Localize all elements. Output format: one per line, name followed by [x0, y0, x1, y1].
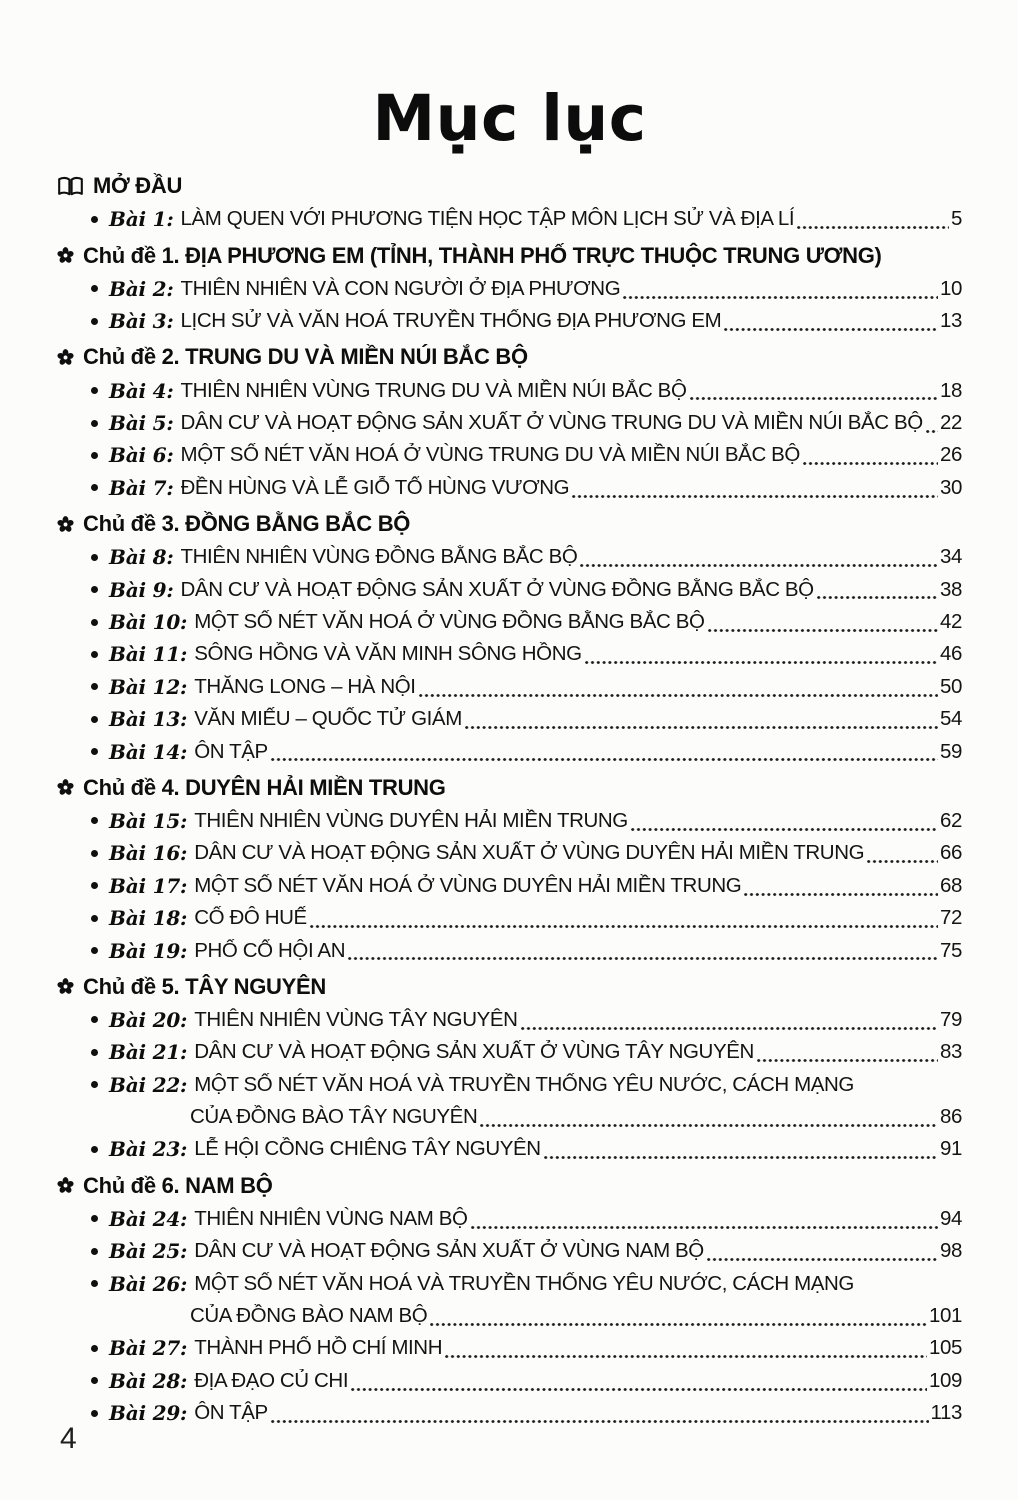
bullet-dot-icon — [91, 452, 98, 459]
section-heading-label: Chủ đề 6. NAM BỘ — [83, 1172, 273, 1198]
dot-leader — [542, 1133, 939, 1165]
dot-leader — [815, 573, 939, 605]
section-items — [57, 541, 962, 768]
page-title: Mục lục — [372, 82, 647, 155]
toc-entry — [57, 1332, 962, 1364]
lesson-title: THIÊN NHIÊN VÀ CON NGƯỜI Ở ĐỊA PHƯƠNG — [180, 276, 621, 300]
toc-entry — [57, 735, 962, 767]
toc-entry — [57, 805, 962, 837]
dot-leader — [478, 1101, 939, 1133]
lesson-page-number: 101 — [928, 1304, 962, 1328]
lesson-title: PHỐ CỔ HỘI AN — [194, 938, 346, 962]
lesson-label: Bài 11: — [109, 642, 188, 667]
lesson-title: LÀM QUEN VỚI PHƯƠNG TIỆN HỌC TẬP MÔN LỊCH SỬ VÀ ĐỊA LÍ — [180, 207, 795, 231]
lesson-page-number: 38 — [939, 577, 962, 601]
section-items — [57, 203, 962, 235]
bullet-dot-icon — [91, 1215, 98, 1222]
dot-leader — [621, 273, 939, 305]
lesson-page-number: 59 — [939, 739, 962, 763]
toc-section — [57, 169, 962, 235]
toc-section — [57, 507, 962, 768]
lesson-page-number: 68 — [939, 873, 962, 897]
toc-section — [57, 239, 962, 338]
section-heading-label: Chủ đề 1. ĐỊA PHƯƠNG EM (TỈNH, THÀNH PHỐ TRỰC THUỘC TRUNG ƯƠNG) — [83, 242, 882, 268]
bullet-dot-icon — [91, 1081, 98, 1088]
lesson-label: Bài 23: — [109, 1137, 188, 1162]
lesson-page-number: 62 — [939, 808, 962, 832]
bullet-dot-icon — [91, 748, 98, 755]
dot-leader — [706, 606, 939, 638]
toc-entry — [57, 837, 962, 869]
lesson-label: Bài 20: — [109, 1007, 188, 1032]
lesson-page-number: 105 — [928, 1336, 962, 1360]
dot-leader — [629, 805, 939, 837]
section-heading — [57, 771, 962, 805]
bullet-dot-icon — [91, 619, 98, 626]
lesson-title: THĂNG LONG – HÀ NỘI — [194, 674, 416, 698]
toc-entry — [57, 1365, 962, 1397]
section-heading — [57, 239, 962, 273]
lesson-page-number: 30 — [939, 475, 962, 499]
lesson-label: Bài 19: — [109, 938, 188, 963]
toc-section — [57, 340, 962, 504]
lesson-label: Bài 9: — [109, 577, 174, 602]
lesson-label: Bài 25: — [109, 1239, 188, 1264]
toc-section — [57, 970, 962, 1166]
lesson-label: Bài 13: — [109, 707, 188, 732]
lesson-title: THÀNH PHỐ HỒ CHÍ MINH — [194, 1336, 443, 1360]
dot-leader — [269, 1397, 930, 1429]
lesson-page-number: 34 — [939, 545, 962, 569]
lesson-page-number: 26 — [939, 443, 962, 467]
toc-entry — [57, 1133, 962, 1165]
flower-icon — [57, 516, 74, 533]
lesson-page-number: 22 — [939, 411, 962, 435]
lesson-page-number: 18 — [939, 378, 962, 402]
lesson-label: Bài 26: — [109, 1271, 188, 1296]
bullet-dot-icon — [91, 817, 98, 824]
lesson-label: Bài 8: — [109, 545, 174, 570]
lesson-title: ĐỀN HÙNG VÀ LỄ GIỖ TỔ HÙNG VƯƠNG — [180, 475, 570, 499]
dot-leader — [443, 1332, 928, 1364]
lesson-title: DÂN CƯ VÀ HOẠT ĐỘNG SẢN XUẤT Ở VÙNG ĐỒNG BẰNG BẮC BỘ — [180, 577, 814, 601]
dot-leader — [801, 439, 939, 471]
lesson-label: Bài 28: — [109, 1368, 188, 1393]
lesson-title: THIÊN NHIÊN VÙNG TRUNG DU VÀ MIỀN NÚI BẮC BỘ — [180, 378, 687, 402]
lesson-title: VĂN MIẾU – QUỐC TỬ GIÁM — [194, 707, 462, 731]
toc-entry — [57, 472, 962, 504]
bullet-dot-icon — [91, 683, 98, 690]
lesson-page-number: 86 — [939, 1105, 962, 1129]
lesson-title: ĐỊA ĐẠO CỦ CHI — [194, 1368, 349, 1392]
lesson-title: THIÊN NHIÊN VÙNG TÂY NGUYÊN — [194, 1007, 518, 1031]
bullet-dot-icon — [91, 947, 98, 954]
toc-entry — [57, 439, 962, 471]
lesson-page-number: 83 — [939, 1040, 962, 1064]
bullet-dot-icon — [91, 1345, 98, 1352]
dot-leader — [578, 541, 939, 573]
toc-entry — [57, 703, 962, 735]
toc-entry-continuation — [57, 1101, 962, 1133]
dot-leader — [428, 1300, 928, 1332]
lesson-title: LỊCH SỬ VÀ VĂN HOÁ TRUYỀN THỐNG ĐỊA PHƯƠNG EM — [180, 309, 722, 333]
flower-icon — [57, 247, 74, 264]
dot-leader — [417, 671, 939, 703]
dot-leader — [469, 1203, 939, 1235]
lesson-label: Bài 7: — [109, 475, 174, 500]
lesson-page-number: 98 — [939, 1239, 962, 1263]
flower-icon — [57, 779, 74, 796]
bullet-dot-icon — [91, 1016, 98, 1023]
dot-leader — [583, 638, 939, 670]
toc-entry — [57, 407, 962, 439]
lesson-page-number: 5 — [950, 207, 962, 231]
lesson-page-number: 42 — [939, 610, 962, 633]
toc-entry — [57, 671, 962, 703]
toc-entry — [57, 1235, 962, 1267]
lesson-title: SÔNG HỒNG VÀ VĂN MINH SÔNG HỒNG — [194, 642, 582, 666]
lesson-title-continuation: CỦA ĐỒNG BÀO TÂY NGUYÊN — [190, 1105, 478, 1129]
bullet-dot-icon — [91, 850, 98, 857]
section-heading-label: Chủ đề 4. DUYÊN HẢI MIỀN TRUNG — [83, 774, 446, 800]
dot-leader — [865, 837, 939, 869]
lesson-title: DÂN CƯ VÀ HOẠT ĐỘNG SẢN XUẤT Ở VÙNG NAM BỘ — [194, 1239, 704, 1263]
bullet-dot-icon — [91, 882, 98, 889]
lesson-title: ÔN TẬP — [194, 1401, 268, 1425]
section-heading-label: Chủ đề 5. TÂY NGUYÊN — [83, 973, 326, 999]
lesson-title: CỐ ĐÔ HUẾ — [194, 906, 307, 930]
toc-section — [57, 1169, 962, 1430]
lesson-label: Bài 5: — [109, 411, 174, 436]
section-heading — [57, 340, 962, 374]
lesson-title: MỘT SỐ NÉT VĂN HOÁ VÀ TRUYỀN THỐNG YÊU NƯỚC, CÁCH MẠNG — [194, 1072, 854, 1096]
lesson-title: MỘT SỐ NÉT VĂN HOÁ VÀ TRUYỀN THỐNG YÊU NƯỚC, CÁCH MẠNG — [194, 1271, 854, 1295]
section-heading-label: Chủ đề 3. ĐỒNG BẰNG BẮC BỘ — [83, 511, 411, 537]
lesson-label: Bài 3: — [109, 309, 174, 334]
lesson-title-continuation: CỦA ĐỒNG BÀO NAM BỘ — [190, 1304, 428, 1328]
lesson-title: LỄ HỘI CỒNG CHIÊNG TÂY NGUYÊN — [194, 1137, 541, 1161]
lesson-label: Bài 18: — [109, 906, 188, 931]
toc-section — [57, 771, 962, 967]
lesson-page-number: 66 — [939, 841, 962, 865]
lesson-label: Bài 14: — [109, 739, 188, 764]
page-number: 4 — [60, 1422, 77, 1455]
dot-leader — [742, 870, 939, 902]
bullet-dot-icon — [91, 387, 98, 394]
section-heading-label: Chủ đề 2. TRUNG DU VÀ MIỀN NÚI BẮC BỘ — [83, 344, 528, 370]
toc-entry — [57, 305, 962, 337]
toc-entry — [57, 1203, 962, 1235]
section-items — [57, 1203, 962, 1430]
lesson-title: MỘT SỐ NÉT VĂN HOÁ Ở VÙNG TRUNG DU VÀ MIỀN NÚI BẮC BỘ — [180, 443, 800, 467]
lesson-title: MỘT SỐ NÉT VĂN HOÁ Ở VÙNG DUYÊN HẢI MIỀN TRUNG — [194, 873, 742, 897]
section-heading — [57, 970, 962, 1004]
dot-leader — [722, 305, 939, 337]
toc-entry — [57, 870, 962, 902]
lesson-label: Bài 29: — [109, 1401, 188, 1426]
lesson-label: Bài 2: — [109, 276, 174, 301]
lesson-label: Bài 15: — [109, 808, 188, 833]
section-heading — [57, 169, 962, 203]
lesson-page-number: 10 — [939, 276, 962, 300]
bullet-dot-icon — [91, 1377, 98, 1384]
lesson-label: Bài 16: — [109, 841, 188, 866]
lesson-title: THIÊN NHIÊN VÙNG ĐỒNG BẰNG BẮC BỘ — [180, 545, 578, 569]
section-heading — [57, 507, 962, 541]
toc-entry — [57, 1004, 962, 1036]
lesson-title: DÂN CƯ VÀ HOẠT ĐỘNG SẢN XUẤT Ở VÙNG DUYÊN HẢI MIỀN TRUNG — [194, 841, 865, 865]
lesson-label: Bài 4: — [109, 378, 174, 403]
bullet-dot-icon — [91, 1248, 98, 1255]
lesson-page-number: 72 — [939, 906, 962, 930]
open-book-icon — [57, 176, 84, 197]
lesson-page-number: 54 — [939, 707, 962, 731]
section-items — [57, 374, 962, 504]
lesson-title: THIÊN NHIÊN VÙNG DUYÊN HẢI MIỀN TRUNG — [194, 808, 628, 832]
dot-leader — [346, 934, 939, 966]
lesson-label: Bài 24: — [109, 1206, 188, 1231]
bullet-dot-icon — [91, 586, 98, 593]
dot-leader — [795, 203, 950, 235]
lesson-page-number: 109 — [928, 1368, 962, 1392]
bullet-dot-icon — [91, 1280, 98, 1287]
dot-leader — [463, 703, 939, 735]
lesson-page-number: 91 — [939, 1137, 962, 1161]
toc-entry — [57, 573, 962, 605]
section-items — [57, 1004, 962, 1166]
bullet-dot-icon — [91, 554, 98, 561]
bullet-dot-icon — [91, 716, 98, 723]
lesson-label: Bài 6: — [109, 443, 174, 468]
lesson-title: DÂN CƯ VÀ HOẠT ĐỘNG SẢN XUẤT Ở VÙNG TÂY NGUYÊN — [194, 1040, 754, 1064]
lesson-label: Bài 17: — [109, 873, 188, 898]
toc-list — [57, 169, 962, 1429]
bullet-dot-icon — [91, 1410, 98, 1417]
lesson-page-number: 46 — [939, 642, 962, 666]
bullet-dot-icon — [91, 915, 98, 922]
section-items — [57, 805, 962, 967]
section-heading — [57, 1169, 962, 1203]
toc-entry — [57, 541, 962, 573]
dot-leader — [705, 1235, 939, 1267]
bullet-dot-icon — [91, 651, 98, 658]
flower-icon — [57, 1177, 74, 1194]
lesson-page-number: 13 — [939, 309, 962, 333]
lesson-label: Bài 22: — [109, 1072, 188, 1097]
dot-leader — [519, 1004, 939, 1036]
toc-entry-continuation — [57, 1300, 962, 1332]
bullet-dot-icon — [91, 285, 98, 292]
lesson-label: Bài 12: — [109, 674, 188, 699]
lesson-label: Bài 1: — [109, 207, 174, 232]
lesson-page-number: 75 — [939, 938, 962, 962]
bullet-dot-icon — [91, 216, 98, 223]
section-heading-label: MỞ ĐẦU — [93, 173, 183, 199]
lesson-page-number: 50 — [939, 674, 962, 698]
section-items — [57, 273, 962, 338]
lesson-title: DÂN CƯ VÀ HOẠT ĐỘNG SẢN XUẤT Ở VÙNG TRUNG DU VÀ MIỀN NÚI BẮC BỘ — [180, 411, 923, 435]
lesson-title: MỘT SỐ NÉT VĂN HOÁ Ở VÙNG ĐỒNG BẰNG BẮC BỘ — [194, 610, 705, 633]
flower-icon — [57, 978, 74, 995]
toc-entry — [57, 1397, 962, 1429]
toc-entry — [57, 934, 962, 966]
lesson-page-number: 94 — [939, 1206, 962, 1230]
bullet-dot-icon — [91, 1049, 98, 1056]
lesson-label: Bài 27: — [109, 1336, 188, 1361]
dot-leader — [755, 1036, 939, 1068]
toc-entry — [57, 203, 962, 235]
dot-leader — [924, 407, 939, 439]
toc-entry — [57, 1036, 962, 1068]
dot-leader — [269, 735, 939, 767]
dot-leader — [688, 374, 939, 406]
lesson-title: ÔN TẬP — [194, 739, 268, 763]
lesson-page-number: 79 — [939, 1007, 962, 1031]
bullet-dot-icon — [91, 484, 98, 491]
bullet-dot-icon — [91, 420, 98, 427]
flower-icon — [57, 349, 74, 366]
toc-entry — [57, 606, 962, 638]
toc-entry — [57, 902, 962, 934]
bullet-dot-icon — [91, 1146, 98, 1153]
toc-entry — [57, 374, 962, 406]
toc-entry — [57, 1069, 962, 1101]
bullet-dot-icon — [91, 318, 98, 325]
dot-leader — [308, 902, 939, 934]
dot-leader — [349, 1365, 928, 1397]
dot-leader — [570, 472, 939, 504]
lesson-label: Bài 21: — [109, 1040, 188, 1065]
toc-entry — [57, 1267, 962, 1299]
toc-entry — [57, 638, 962, 670]
lesson-page-number: 113 — [930, 1401, 962, 1425]
lesson-label: Bài 10: — [109, 610, 188, 634]
lesson-title: THIÊN NHIÊN VÙNG NAM BỘ — [194, 1206, 468, 1230]
toc-entry — [57, 273, 962, 305]
